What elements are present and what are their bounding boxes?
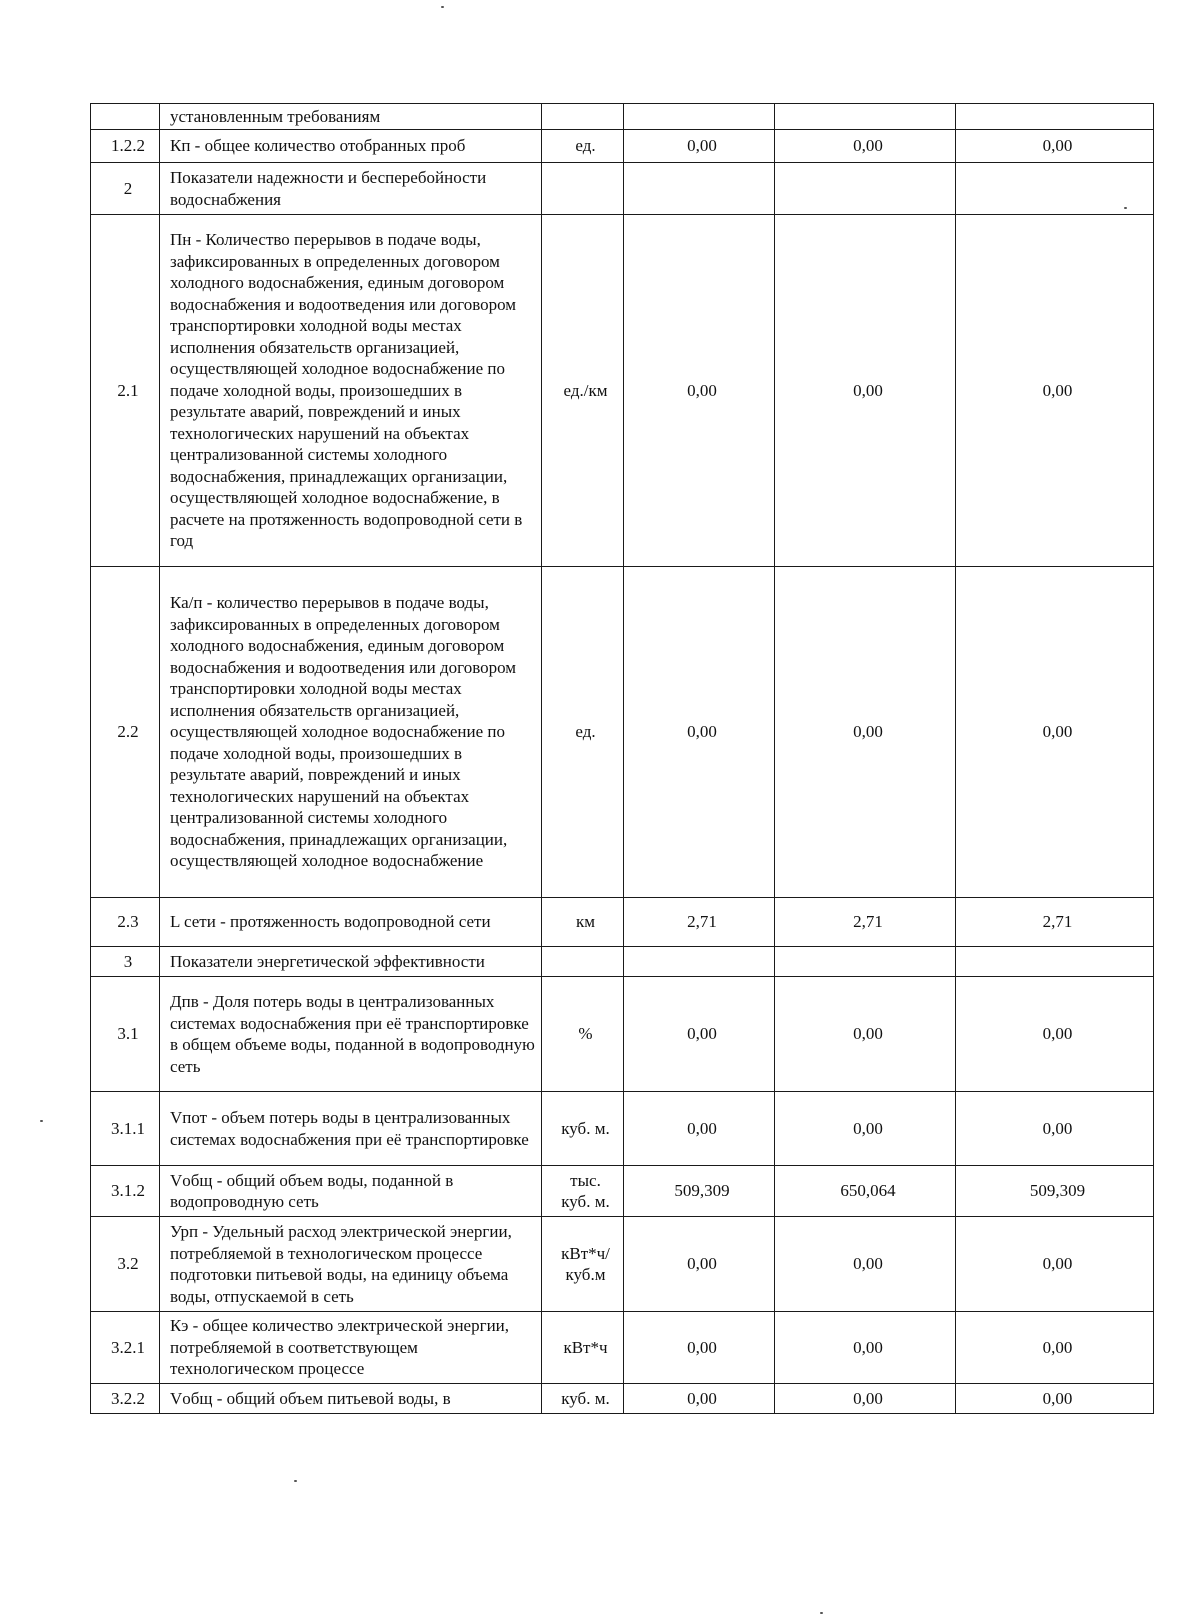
value-cell-2: 0,00 [775, 567, 956, 898]
table-row [91, 1217, 1154, 1312]
row-number: 1.2.2 [91, 130, 160, 163]
row-number: 3.1.2 [91, 1166, 160, 1217]
value-cell-1 [624, 947, 775, 977]
indicator-name: Vпот - объем потерь воды в централизованных системах водоснабжения при её транспортировке [160, 1092, 542, 1166]
scan-speck [1124, 207, 1127, 209]
value-cell-2 [775, 104, 956, 130]
value-cell-1: 0,00 [624, 1217, 775, 1312]
scan-speck [441, 6, 444, 8]
row-number: 3.2.1 [91, 1312, 160, 1384]
table-row [91, 898, 1154, 947]
row-number: 3.2.2 [91, 1384, 160, 1414]
row-number: 2.2 [91, 567, 160, 898]
row-number: 3.1 [91, 977, 160, 1092]
value-cell-1: 0,00 [624, 567, 775, 898]
indicator-name: Урп - Удельный расход электрической энергии, потребляемой в технологическом процессе подготовки питьевой воды, на единицу объема воды, отпускаемой в сеть [160, 1217, 542, 1312]
value-cell-2: 0,00 [775, 1217, 956, 1312]
value-cell-3: 0,00 [956, 977, 1154, 1092]
indicator-name: Кп - общее количество отобранных проб [160, 130, 542, 163]
value-cell-3: 0,00 [956, 1217, 1154, 1312]
unit-of-measure: куб. м. [542, 1384, 624, 1414]
value-cell-1: 0,00 [624, 1092, 775, 1166]
row-number: 3.1.1 [91, 1092, 160, 1166]
table-row [91, 130, 1154, 163]
unit-of-measure [542, 163, 624, 215]
table-row [91, 1384, 1154, 1414]
scan-speck [40, 1120, 43, 1122]
value-cell-3: 509,309 [956, 1166, 1154, 1217]
scan-speck [820, 1612, 823, 1614]
table-body [91, 104, 1154, 1414]
unit-of-measure: % [542, 977, 624, 1092]
value-cell-2 [775, 947, 956, 977]
indicators-table [90, 103, 1154, 1414]
value-cell-1: 0,00 [624, 215, 775, 567]
table-row [91, 163, 1154, 215]
value-cell-2: 0,00 [775, 977, 956, 1092]
unit-of-measure [542, 104, 624, 130]
unit-of-measure: куб. м. [542, 1092, 624, 1166]
value-cell-1: 0,00 [624, 130, 775, 163]
indicator-name: Дпв - Доля потерь воды в централизованных системах водоснабжения при её транспортировке в общем объеме воды, поданной в водопроводную сеть [160, 977, 542, 1092]
row-number: 2.1 [91, 215, 160, 567]
indicator-name: Vобщ - общий объем воды, поданной в водопроводную сеть [160, 1166, 542, 1217]
table-row [91, 1166, 1154, 1217]
indicator-name: Пн - Количество перерывов в подаче воды, зафиксированных в определенных договором холодного водоснабжения, единым договором водоснабжения и водоотведения или договором транспортировки холодной воды местах исполнения обязательств организацией, осуществляющей холодное водоснабжение по подаче холодной воды, произошедших в результате аварий, повреждений и иных технологических нарушений на объектах централизованной системы холодного водоснабжения, принадлежащих организации, осуществляющей холодное водоснабжение, в расчете на протяженность водопроводной сети в год [160, 215, 542, 567]
unit-of-measure: ед. [542, 130, 624, 163]
indicator-name: Показатели надежности и бесперебойности водоснабжения [160, 163, 542, 215]
unit-of-measure: кВт*ч/ куб.м [542, 1217, 624, 1312]
value-cell-2 [775, 163, 956, 215]
indicator-name: Vобщ - общий объем питьевой воды, в [160, 1384, 542, 1414]
value-cell-1 [624, 104, 775, 130]
value-cell-1: 0,00 [624, 1384, 775, 1414]
unit-of-measure: ед./км [542, 215, 624, 567]
row-number [91, 104, 160, 130]
table-row [91, 104, 1154, 130]
value-cell-3: 0,00 [956, 215, 1154, 567]
row-number: 3 [91, 947, 160, 977]
row-number: 2.3 [91, 898, 160, 947]
table-row [91, 977, 1154, 1092]
value-cell-1: 509,309 [624, 1166, 775, 1217]
value-cell-3: 0,00 [956, 1092, 1154, 1166]
value-cell-3 [956, 947, 1154, 977]
indicator-name: L сети - протяженность водопроводной сети [160, 898, 542, 947]
table-row [91, 215, 1154, 567]
indicator-name: установленным требованиям [160, 104, 542, 130]
value-cell-3: 0,00 [956, 1312, 1154, 1384]
indicator-name: Кэ - общее количество электрической энергии, потребляемой в соответствующем технологическом процессе [160, 1312, 542, 1384]
indicator-name: Ка/п - количество перерывов в подаче воды, зафиксированных в определенных договором холодного водоснабжения, единым договором водоснабжения и водоотведения или договором транспортировки холодной воды местах исполнения обязательств организацией, осуществляющей холодное водоснабжение по подаче холодной воды, произошедших в результате аварий, повреждений и иных технологических нарушений на объектах централизованной системы холодного водоснабжения, принадлежащих организации, осуществляющей холодное водоснабжение [160, 567, 542, 898]
value-cell-1: 0,00 [624, 977, 775, 1092]
scan-speck [294, 1480, 297, 1482]
value-cell-2: 0,00 [775, 1092, 956, 1166]
value-cell-3: 0,00 [956, 1384, 1154, 1414]
table-row [91, 1312, 1154, 1384]
unit-of-measure: ед. [542, 567, 624, 898]
value-cell-2: 0,00 [775, 1312, 956, 1384]
row-number: 2 [91, 163, 160, 215]
value-cell-1: 0,00 [624, 1312, 775, 1384]
value-cell-2: 0,00 [775, 130, 956, 163]
table-row [91, 1092, 1154, 1166]
value-cell-3: 2,71 [956, 898, 1154, 947]
table-row [91, 567, 1154, 898]
value-cell-2: 0,00 [775, 1384, 956, 1414]
value-cell-1 [624, 163, 775, 215]
value-cell-2: 2,71 [775, 898, 956, 947]
value-cell-2: 650,064 [775, 1166, 956, 1217]
unit-of-measure: кВт*ч [542, 1312, 624, 1384]
row-number: 3.2 [91, 1217, 160, 1312]
unit-of-measure: тыс. куб. м. [542, 1166, 624, 1217]
indicator-name: Показатели энергетической эффективности [160, 947, 542, 977]
value-cell-2: 0,00 [775, 215, 956, 567]
value-cell-1: 2,71 [624, 898, 775, 947]
value-cell-3 [956, 104, 1154, 130]
value-cell-3: 0,00 [956, 130, 1154, 163]
unit-of-measure: км [542, 898, 624, 947]
unit-of-measure [542, 947, 624, 977]
table-row [91, 947, 1154, 977]
value-cell-3: 0,00 [956, 567, 1154, 898]
